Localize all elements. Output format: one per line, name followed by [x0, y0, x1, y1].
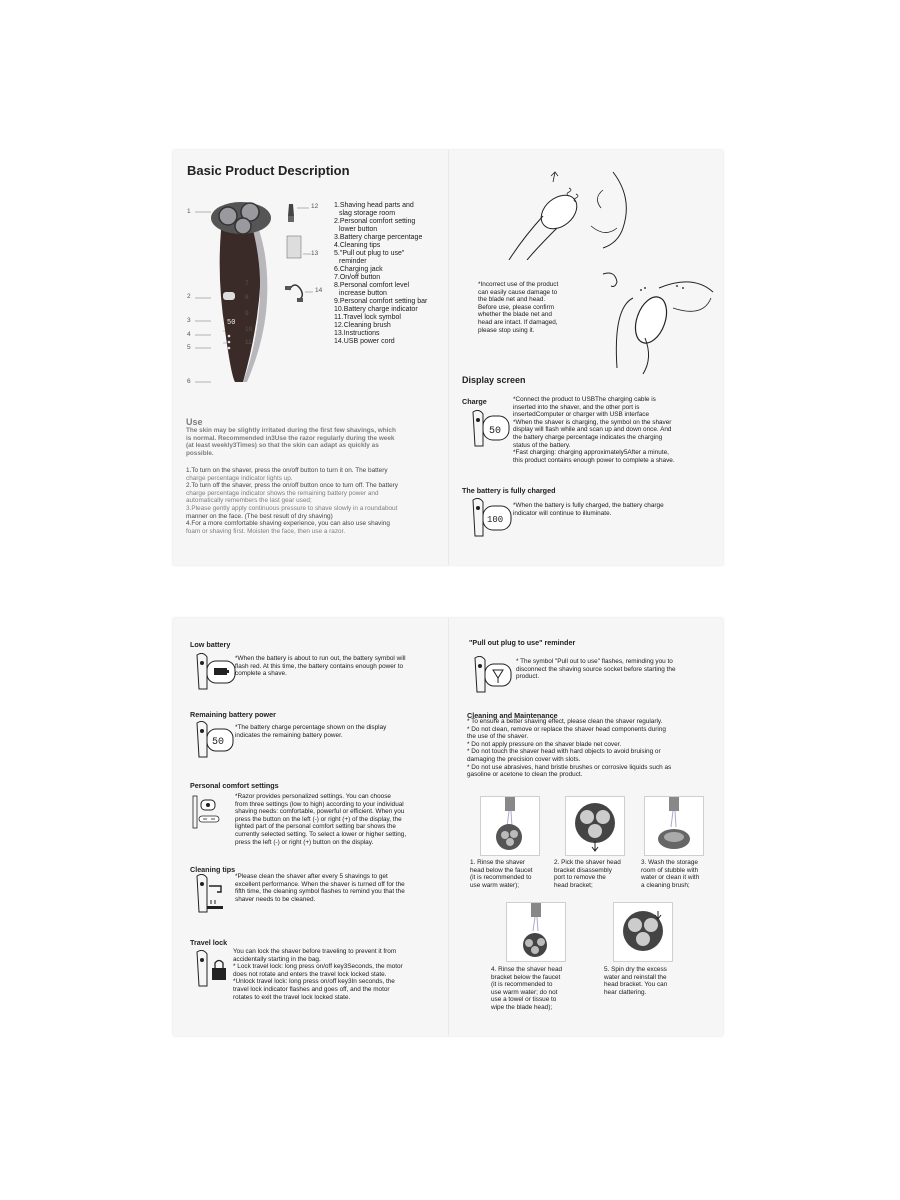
comfort-settings-text	[235, 793, 445, 846]
step-5-caption	[604, 966, 694, 996]
callout-13: 13	[311, 250, 319, 257]
remaining-battery-text	[235, 724, 445, 739]
cleaning-line: excellent performance. When the shaver is turned off for the	[235, 880, 405, 888]
step-line: use warm water);	[470, 881, 520, 889]
use-heading: Use	[186, 417, 203, 427]
callout-8: 8	[245, 294, 249, 301]
lock-line: accidentally starting in the bag.	[233, 955, 321, 963]
step-1-photo	[480, 796, 540, 856]
charge-line: this product contains enough power to complete a shave.	[513, 456, 675, 464]
incorrect-use-illustration	[593, 268, 718, 378]
low-battery-text	[235, 655, 445, 678]
maint-line: the use of the shaver.	[467, 733, 529, 741]
step-line: 5. Spin dry the excess	[604, 966, 667, 973]
parts-item: 2.Personal comfort setting	[334, 218, 416, 225]
parts-item: 12.Cleaning brush	[334, 322, 391, 329]
step-4-caption	[491, 966, 586, 1012]
parts-item: 9.Personal comfort setting bar	[334, 298, 428, 305]
comfort-line: from three settings (low to high) according to your individual	[235, 800, 404, 808]
plug-line: disconnect the shaving source socket before starting the	[516, 665, 676, 673]
note-line: please stop using it.	[478, 326, 535, 334]
page-fold	[448, 150, 449, 565]
remain-line: indicates the remaining battery power.	[235, 731, 343, 739]
use-intro-line: The skin may be slightly irritated during the first few shavings, which	[186, 427, 396, 434]
step-line: head bracket;	[554, 881, 593, 889]
charge-line: *Fast charging: charging approximately5After a minute,	[513, 449, 669, 457]
charge-line: display will flash while and scan up and down once. And	[513, 426, 672, 434]
callout-5: 5	[187, 344, 191, 351]
step-4-photo	[506, 902, 566, 962]
use-step-line: manner on the face. (The best result of dry shaving)	[186, 512, 333, 520]
low-line: complete a shave.	[235, 670, 287, 678]
parts-item: 8.Personal comfort level	[334, 282, 410, 289]
charge-line: inserted into the shaver, and the other port is	[513, 403, 640, 411]
maint-line: * To ensure a better shaving effect, please clean the shaver regularly.	[467, 718, 663, 725]
cleaning-tips-heading: Cleaning tips	[190, 865, 236, 874]
low-battery-icon	[193, 653, 239, 698]
cleaning-line: *Please clean the shaver after every 5 shavings to get	[235, 873, 388, 880]
comfort-line: lighted part of the personal comfort setting bar shows the	[235, 823, 396, 831]
callout-14: 14	[315, 287, 323, 294]
step-line: 2. Pick the shaver head	[554, 859, 621, 866]
charge-heading: Charge	[462, 397, 487, 406]
page-fold	[448, 618, 449, 1036]
parts-item: slag storage room	[339, 210, 396, 217]
use-step-line: charge percentage indicator shows the remaining battery power and	[186, 489, 379, 497]
low-line: flash red. At this time, the battery contains enough power to	[235, 662, 404, 670]
maintenance-heading: Cleaning and Maintenance	[467, 711, 558, 720]
step-3-caption	[641, 859, 721, 889]
plug-reminder-heading: "Pull out plug to use" reminder	[469, 638, 576, 647]
use-step-line: automatically remembers the last gear used;	[186, 497, 312, 505]
step-line: bracket disassembly	[554, 866, 612, 874]
full-line: *When the battery is fully charged, the battery charge	[513, 502, 664, 509]
plug-reminder-icon	[471, 656, 517, 701]
cleaning-line: fifth time, the cleaning symbol flashes to remind you that the	[235, 888, 405, 896]
step-line: a cleaning brush;	[641, 881, 690, 889]
charging-display-icon	[469, 410, 515, 455]
step-line: hear clattering.	[604, 988, 647, 996]
step-line: use warm water; do not	[491, 988, 558, 996]
maint-line: * Do not use abrasives, hand bristle brushes or corrosive liquids such as	[467, 763, 672, 771]
step-2-photo	[565, 796, 625, 856]
comfort-line: *Razor provides personalized settings. You can choose	[235, 793, 391, 800]
display-screen-heading: Display screen	[462, 375, 526, 385]
callout-3: 3	[187, 317, 191, 324]
callout-7: 7	[245, 280, 249, 287]
step-1-caption	[470, 859, 552, 889]
cleaning-line: shaver needs to be cleaned.	[235, 895, 316, 903]
comfort-line: currently selected setting. To select a lower or higher setting,	[235, 830, 407, 838]
remain-display-value: 50	[212, 737, 225, 748]
use-intro	[186, 427, 446, 457]
charge-line: insertedComputer or charger with USB interface	[513, 411, 650, 419]
parts-item: 4.Cleaning tips	[334, 242, 381, 249]
charge-display-value: 50	[489, 426, 502, 437]
comfort-settings-heading: Personal comfort settings	[190, 781, 279, 790]
parts-item: 3.Battery charge percentage	[334, 234, 423, 241]
step-line: (it is recommended to	[491, 981, 553, 989]
maint-line: * Do not touch the shaver head with hard objects to avoid bruising or	[467, 748, 661, 756]
maint-line: gasoline or acetone to clean the product.	[467, 771, 583, 779]
step-line: head below the faucet	[470, 866, 533, 874]
callout-1: 1	[187, 208, 191, 215]
lock-line: * Lock travel lock: long press on/off key3Seconds, the motor	[233, 963, 403, 971]
manual-page-top	[173, 150, 723, 565]
step-5-photo	[613, 902, 673, 962]
page-title: Basic Product Description	[187, 163, 350, 178]
plug-reminder-text	[516, 658, 716, 681]
callout-4: 4	[187, 331, 191, 338]
lock-line: You can lock the shaver before traveling to prevent it from	[233, 948, 397, 955]
use-step-line: foam or shaving first. Moisten the face, then use a razor.	[186, 527, 346, 535]
step-line: port to remove the	[554, 874, 606, 882]
use-intro-line: possible.	[186, 449, 214, 457]
comfort-settings-icon	[191, 794, 237, 837]
manual-page-bottom	[173, 618, 723, 1036]
parts-item: reminder	[339, 258, 367, 265]
parts-item: increase button	[339, 290, 387, 297]
full-battery-icon	[469, 498, 515, 545]
comfort-line: press the left (-) or right (+) button on the display.	[235, 838, 374, 846]
parts-item: 7.On/off button	[334, 274, 381, 281]
step-line: bracket below the faucet	[491, 973, 561, 981]
note-line: the blade net and head.	[478, 296, 546, 304]
parts-item: 6.Charging jack	[334, 266, 383, 273]
note-line: whether the blade net and	[478, 311, 552, 319]
callout-12: 12	[311, 203, 319, 210]
use-steps	[186, 467, 448, 535]
maint-line: * Do not clean, remove or replace the shaver head components during	[467, 725, 666, 733]
parts-item: 5."Pull out plug to use"	[334, 250, 405, 257]
callout-10: 10	[245, 326, 253, 333]
charge-text	[513, 396, 713, 464]
use-step-line: charge percentage indicator lights up.	[186, 474, 293, 482]
parts-item: 1.Shaving head parts and	[334, 202, 414, 209]
charge-line: status of the battery.	[513, 441, 571, 449]
use-intro-line: (at least weekly3Times) so that the skin can adapt as quickly as	[186, 442, 379, 450]
plug-line: product.	[516, 673, 540, 681]
step-line: water or clean it with	[641, 874, 700, 882]
step-line: water and reinstall the	[604, 973, 667, 981]
step-line: 4. Rinse the shaver head	[491, 966, 563, 973]
lock-line: does not rotate and enters the travel lock locked state.	[233, 970, 387, 978]
note-line: head are intact. If damaged,	[478, 318, 558, 326]
note-line: Before use, please confirm	[478, 303, 555, 311]
lock-line: rotates to exit the travel lock locked state.	[233, 993, 351, 1001]
parts-item: 11.Travel lock symbol	[334, 314, 401, 321]
step-line: 1. Rinse the shaver	[470, 859, 526, 866]
shaving-face-illustration	[473, 168, 633, 260]
svg-text:50: 50	[227, 319, 236, 327]
charge-line: the battery charge percentage indicates the charging	[513, 433, 663, 441]
use-step-line: 3.Please gently apply continuous pressure to shave slowly in a roundabout	[186, 504, 398, 512]
maint-line: damaging the precision cover with slots.	[467, 755, 581, 763]
step-line: head bracket. You can	[604, 981, 668, 989]
parts-item: 14.USB power cord	[334, 338, 395, 345]
step-line: use a towel or tissue to	[491, 996, 557, 1004]
comfort-line: shaving needs: comfortable, powerful or efficient. When you	[235, 808, 405, 816]
callout-9: 9	[245, 310, 249, 317]
cleaning-tips-icon	[193, 874, 239, 921]
use-step-line: 4.For a more comfortable shaving experience, you can also use shaving	[186, 520, 390, 528]
full-display-value: 100	[487, 515, 504, 525]
step-3-photo	[644, 796, 704, 856]
low-battery-heading: Low battery	[190, 640, 231, 649]
low-line: *When the battery is about to run out, the battery symbol will	[235, 655, 406, 662]
lock-line: *Unlock travel lock: long press on/off key3In seconds, the	[233, 978, 395, 986]
lock-line: travel lock indicator flashes and goes off, and the motor	[233, 985, 390, 993]
callout-11: 11	[245, 339, 252, 346]
step-line: room of stubble with	[641, 866, 699, 874]
parts-list	[334, 202, 444, 346]
fully-charged-heading: The battery is fully charged	[462, 486, 556, 495]
incorrect-use-note	[478, 281, 588, 334]
maint-line: * Do not apply pressure on the shaver blade net cover.	[467, 740, 622, 748]
accessories-illustration	[283, 200, 323, 320]
parts-item: 13.Instructions	[334, 330, 380, 337]
charge-line: *Connect the product to USBThe charging cable is	[513, 396, 656, 403]
fully-charged-text	[513, 502, 713, 517]
note-line: can easily cause damage to	[478, 288, 558, 296]
plug-line: * The symbol "Pull out to use" flashes, reminding you to	[516, 658, 673, 665]
callout-6: 6	[187, 378, 191, 385]
travel-lock-text	[233, 948, 445, 1001]
use-intro-line: is normal. Recommended in3Use the razor regularly during the week	[186, 434, 395, 442]
use-step-line: 1.To turn on the shaver, press the on/off button to turn it on. The battery	[186, 467, 388, 474]
step-line: (it is recommended to	[470, 874, 532, 882]
charge-line: *When the shaver is charging, the symbol on the shaver	[513, 418, 672, 426]
callout-2: 2	[187, 293, 191, 300]
parts-item: lower button	[339, 226, 378, 233]
travel-lock-heading: Travel lock	[190, 938, 228, 947]
cleaning-tips-text	[235, 873, 445, 903]
parts-item: 10.Battery charge indicator	[334, 306, 418, 313]
remaining-battery-icon	[193, 721, 239, 766]
step-2-caption	[554, 859, 640, 889]
remaining-battery-heading: Remaining battery power	[190, 710, 276, 719]
remain-line: *The battery charge percentage shown on the display	[235, 724, 387, 731]
step-line: 3. Wash the storage	[641, 859, 698, 866]
note-line: *Incorrect use of the product	[478, 281, 559, 288]
step-line: wipe the blade head);	[491, 1003, 553, 1011]
full-line: indicator will continue to illuminate.	[513, 509, 612, 517]
maintenance-text	[467, 718, 717, 779]
use-step-line: 2.To turn off the shaver, press the on/off button once to turn off. The battery	[186, 482, 398, 490]
comfort-line: press the button on the left (-) or right (+) of the display, the	[235, 815, 402, 823]
